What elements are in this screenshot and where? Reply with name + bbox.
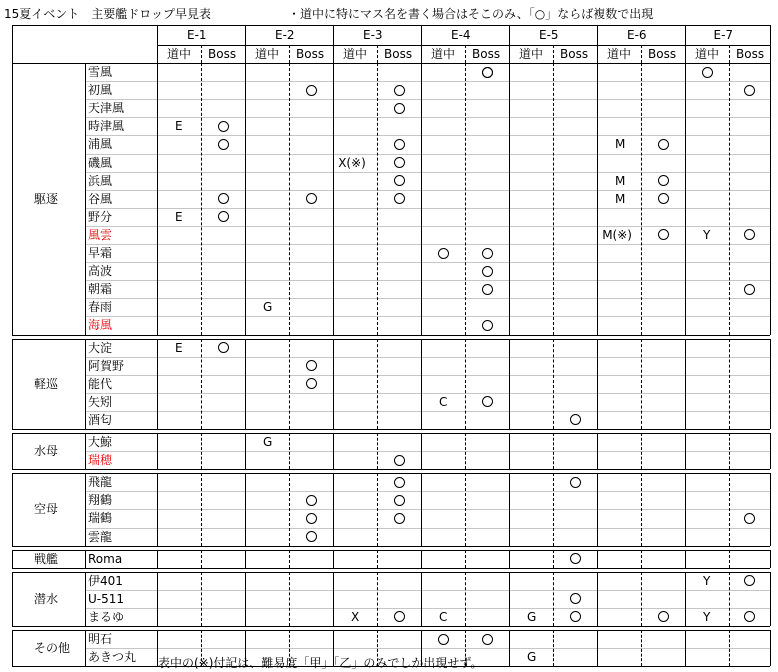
- subcolumn-divider: [729, 572, 730, 626]
- map-header-divider: [157, 45, 770, 46]
- map-column-border: [509, 572, 510, 626]
- subcolumn-divider: [641, 572, 642, 626]
- row-divider: [85, 154, 770, 155]
- subcolumn-divider: [289, 63, 290, 335]
- category-label: 潜水: [34, 591, 59, 606]
- drop-mark-circle: [482, 634, 493, 645]
- subcolumn-divider: [729, 473, 730, 545]
- subcolumn-divider: [553, 433, 554, 469]
- ship-name: 雲龍: [88, 529, 113, 544]
- subcolumn-divider: [289, 339, 290, 430]
- map-column-border: [245, 473, 246, 545]
- subheader-route: 道中: [695, 47, 720, 61]
- subcolumn-divider: [641, 550, 642, 568]
- ship-name: 早霜: [88, 246, 113, 260]
- row-divider: [85, 298, 770, 299]
- row-divider: [85, 208, 770, 209]
- drop-mark-circle: [570, 593, 581, 604]
- subcolumn-divider: [377, 433, 378, 469]
- category-column-border: [85, 63, 86, 335]
- subcolumn-divider: [377, 550, 378, 568]
- ship-name: 阿賀野: [88, 358, 125, 373]
- map-column-border: [509, 339, 510, 430]
- map-column-border: [245, 339, 246, 430]
- map-column-border: [333, 25, 334, 63]
- ship-name: 朝霜: [88, 282, 113, 297]
- drop-mark-circle: [570, 553, 581, 564]
- ship-name: 能代: [88, 376, 113, 391]
- ship-name: 瑞鶴: [88, 511, 113, 526]
- drop-mark-circle: [394, 611, 405, 622]
- drop-mark-node: G: [263, 300, 273, 315]
- table-right-border: [770, 433, 771, 469]
- category-bottom-border: [12, 568, 770, 569]
- subheader-boss: Boss: [472, 47, 501, 61]
- name-column-border: [157, 63, 158, 335]
- drop-mark-node: E: [175, 209, 183, 224]
- subcolumn-divider: [201, 473, 202, 545]
- drop-mark-node: M: [615, 137, 626, 152]
- subheader-route: 道中: [607, 47, 632, 61]
- category-bottom-border: [12, 469, 770, 470]
- subcolumn-divider: [553, 473, 554, 545]
- map-column-border: [421, 63, 422, 335]
- subcolumn-divider: [201, 339, 202, 430]
- map-column-border: [685, 63, 686, 335]
- drop-mark-circle: [394, 495, 405, 506]
- category-label: 軽巡: [34, 376, 59, 391]
- row-divider: [85, 393, 770, 394]
- category-label: 戦艦: [34, 551, 59, 566]
- subcolumn-divider: [729, 433, 730, 469]
- drop-mark-circle: [218, 342, 229, 353]
- map-column-border: [421, 339, 422, 430]
- map-column-border: [245, 433, 246, 469]
- map-column-border: [421, 473, 422, 545]
- subheader-boss: Boss: [384, 47, 413, 61]
- drop-mark-circle: [482, 67, 493, 78]
- map-column-border: [685, 630, 686, 666]
- drop-mark-node: X(※): [338, 155, 366, 170]
- category-column-border: [85, 473, 86, 545]
- map-column-border: [685, 25, 686, 63]
- drop-mark-node: C: [439, 394, 448, 409]
- table-left-border: [12, 550, 13, 568]
- map-column-border: [685, 339, 686, 430]
- ship-name: 高波: [88, 264, 113, 279]
- subcolumn-divider: [465, 550, 466, 568]
- drop-mark-circle: [570, 414, 581, 425]
- subcolumn-divider: [201, 63, 202, 335]
- ship-name: 大鯨: [88, 435, 113, 449]
- ship-name: 時津風: [88, 119, 125, 134]
- ship-name: 大淀: [88, 340, 113, 355]
- drop-mark-circle: [658, 229, 669, 240]
- map-column-border: [333, 550, 334, 568]
- subcolumn-divider: [729, 339, 730, 430]
- drop-mark-circle: [482, 396, 493, 407]
- map-column-border: [509, 473, 510, 545]
- category-bottom-border: [12, 335, 770, 336]
- subcolumn-divider: [465, 339, 466, 430]
- map-column-border: [509, 63, 510, 335]
- row-divider: [85, 648, 770, 649]
- subcolumn-divider: [465, 45, 466, 63]
- drop-mark-node: C: [439, 609, 448, 624]
- map-column-border: [597, 550, 598, 568]
- map-column-border: [685, 433, 686, 469]
- map-header-E-6: E-6: [627, 28, 647, 42]
- category-bottom-border: [12, 626, 770, 627]
- table-left-border: [12, 63, 13, 335]
- drop-mark-circle: [394, 85, 405, 96]
- ship-name: 風雲: [88, 227, 113, 242]
- ship-name: 飛龍: [88, 475, 113, 490]
- row-divider: [85, 528, 770, 529]
- drop-mark-node: Y: [703, 573, 711, 588]
- ship-name: 明石: [88, 632, 113, 646]
- ship-name: U-511: [88, 591, 125, 606]
- table-right-border: [770, 63, 771, 335]
- map-column-border: [333, 339, 334, 430]
- drop-mark-circle: [744, 513, 755, 524]
- drop-mark-circle: [306, 531, 317, 542]
- subcolumn-divider: [553, 550, 554, 568]
- row-divider: [85, 451, 770, 452]
- row-divider: [85, 316, 770, 317]
- row-divider: [85, 357, 770, 358]
- drop-mark-circle: [658, 175, 669, 186]
- row-divider: [85, 509, 770, 510]
- subcolumn-divider: [377, 572, 378, 626]
- ship-name: 酒匂: [88, 412, 113, 427]
- subcolumn-divider: [729, 630, 730, 666]
- map-header-E-7: E-7: [713, 28, 734, 42]
- table-right-border: [770, 25, 771, 63]
- drop-mark-circle: [658, 611, 669, 622]
- row-divider: [85, 117, 770, 118]
- drop-mark-circle: [570, 611, 581, 622]
- ship-name: 浦風: [88, 137, 113, 152]
- ship-name: 谷風: [88, 191, 113, 206]
- drop-mark-node: M(※): [602, 227, 632, 242]
- subcolumn-divider: [729, 550, 730, 568]
- drop-mark-node: M: [615, 173, 626, 188]
- subcolumn-divider: [289, 45, 290, 63]
- subheader-boss: Boss: [736, 47, 765, 61]
- subcolumn-divider: [641, 339, 642, 430]
- subheader-boss: Boss: [560, 47, 589, 61]
- subcolumn-divider: [465, 572, 466, 626]
- subcolumn-divider: [553, 630, 554, 666]
- drop-mark-circle: [394, 477, 405, 488]
- map-column-border: [597, 25, 598, 63]
- table-right-border: [770, 473, 771, 545]
- ship-name: 海風: [88, 318, 113, 333]
- map-column-border: [333, 433, 334, 469]
- drop-mark-circle: [218, 121, 229, 132]
- header-bottom-border: [12, 63, 770, 64]
- category-bottom-border: [12, 546, 770, 547]
- table-top-border: [12, 25, 770, 26]
- row-divider: [85, 375, 770, 376]
- table-left-border: [12, 433, 13, 469]
- subcolumn-divider: [641, 473, 642, 545]
- sheet-title: 15夏イベント 主要艦ドロップ早見表: [4, 7, 212, 21]
- drop-mark-node: Y: [703, 227, 711, 242]
- subcolumn-divider: [553, 339, 554, 430]
- map-header-E-1: E-1: [187, 28, 207, 42]
- subheader-route: 道中: [167, 47, 192, 61]
- drop-mark-circle: [394, 157, 405, 168]
- category-column-border: [85, 630, 86, 666]
- ship-name: 磯風: [88, 155, 113, 170]
- ship-name: 初風: [88, 83, 113, 98]
- drop-mark-circle: [744, 575, 755, 586]
- drop-mark-circle: [482, 284, 493, 295]
- subcolumn-divider: [201, 433, 202, 469]
- map-header-E-3: E-3: [363, 28, 383, 42]
- subcolumn-divider: [289, 473, 290, 545]
- table-left-border: [12, 572, 13, 626]
- ship-name: あきつ丸: [88, 650, 137, 665]
- table-right-border: [770, 630, 771, 666]
- drop-mark-circle: [702, 67, 713, 78]
- table-left-border: [12, 25, 13, 63]
- row-divider: [85, 81, 770, 82]
- map-column-border: [421, 25, 422, 63]
- map-column-border: [597, 630, 598, 666]
- drop-mark-circle: [306, 495, 317, 506]
- category-top-border: [12, 433, 770, 434]
- subcolumn-divider: [201, 572, 202, 626]
- subheader-route: 道中: [431, 47, 456, 61]
- drop-mark-circle: [658, 139, 669, 150]
- row-divider: [85, 135, 770, 136]
- row-divider: [85, 226, 770, 227]
- table-right-border: [770, 572, 771, 626]
- ship-name: 雪風: [88, 65, 113, 79]
- ship-name: 翔鶴: [88, 493, 113, 508]
- drop-mark-circle: [218, 193, 229, 204]
- drop-mark-circle: [394, 193, 405, 204]
- category-top-border: [12, 473, 770, 474]
- map-column-border: [245, 63, 246, 335]
- subcolumn-divider: [553, 572, 554, 626]
- drop-mark-circle: [306, 193, 317, 204]
- drop-mark-node: G: [527, 609, 537, 624]
- name-column-border: [157, 572, 158, 626]
- drop-mark-circle: [394, 139, 405, 150]
- category-bottom-border: [12, 429, 770, 430]
- drop-mark-circle: [306, 85, 317, 96]
- drop-mark-node: G: [263, 435, 273, 449]
- ship-name: 浜風: [88, 173, 113, 188]
- map-column-border: [685, 550, 686, 568]
- subcolumn-divider: [553, 63, 554, 335]
- drop-mark-circle: [306, 360, 317, 371]
- subcolumn-divider: [377, 339, 378, 430]
- footnote: 表中の(※)付記は、難易度「甲」「乙」のみでしか出現せず。: [158, 656, 483, 670]
- ship-name: 天津風: [88, 101, 125, 116]
- table-right-border: [770, 339, 771, 430]
- map-column-border: [245, 572, 246, 626]
- drop-mark-node: G: [527, 650, 537, 665]
- subcolumn-divider: [553, 45, 554, 63]
- table-left-border: [12, 473, 13, 545]
- subcolumn-divider: [729, 45, 730, 63]
- category-column-border: [85, 433, 86, 469]
- map-column-border: [685, 473, 686, 545]
- map-header-E-2: E-2: [275, 28, 295, 42]
- map-column-border: [509, 25, 510, 63]
- subcolumn-divider: [201, 550, 202, 568]
- drop-mark-node: M: [615, 191, 626, 206]
- map-header-E-4: E-4: [451, 28, 471, 42]
- map-column-border: [597, 63, 598, 335]
- drop-mark-circle: [744, 284, 755, 295]
- subcolumn-divider: [377, 45, 378, 63]
- subcolumn-divider: [465, 63, 466, 335]
- sheet-note: ・道中に特にマス名を書く場合はそこのみ、「○」ならば複数で出現: [288, 7, 654, 21]
- category-column-border: [85, 572, 86, 626]
- subcolumn-divider: [641, 45, 642, 63]
- drop-mark-circle: [306, 378, 317, 389]
- subcolumn-divider: [465, 433, 466, 469]
- table-left-border: [12, 339, 13, 430]
- ship-name: 春雨: [88, 300, 113, 315]
- map-column-border: [509, 630, 510, 666]
- ship-name: 瑞穂: [88, 453, 113, 468]
- category-top-border: [12, 339, 770, 340]
- subheader-route: 道中: [255, 47, 280, 61]
- map-header-E-5: E-5: [539, 28, 559, 42]
- map-column-border: [509, 433, 510, 469]
- subcolumn-divider: [377, 63, 378, 335]
- name-column-border: [157, 473, 158, 545]
- row-divider: [85, 262, 770, 263]
- drop-mark-circle: [218, 211, 229, 222]
- drop-mark-circle: [744, 85, 755, 96]
- subcolumn-divider: [289, 550, 290, 568]
- category-top-border: [12, 630, 770, 631]
- category-label: 空母: [34, 502, 59, 517]
- map-column-border: [421, 433, 422, 469]
- category-top-border: [12, 550, 770, 551]
- map-column-border: [333, 63, 334, 335]
- category-label: 水母: [34, 444, 59, 459]
- ship-name: 伊401: [88, 573, 123, 588]
- subcolumn-divider: [289, 433, 290, 469]
- subcolumn-divider: [641, 63, 642, 335]
- subcolumn-divider: [641, 433, 642, 469]
- drop-mark-circle: [482, 248, 493, 259]
- map-column-border: [421, 550, 422, 568]
- ship-name: 野分: [88, 209, 113, 224]
- map-column-border: [421, 572, 422, 626]
- ship-name: まるゆ: [88, 609, 125, 624]
- map-column-border: [597, 433, 598, 469]
- subheader-boss: Boss: [208, 47, 237, 61]
- drop-mark-circle: [438, 634, 449, 645]
- map-column-border: [509, 550, 510, 568]
- row-divider: [85, 280, 770, 281]
- subcolumn-divider: [201, 45, 202, 63]
- table-right-border: [770, 550, 771, 568]
- row-divider: [85, 608, 770, 609]
- subcolumn-divider: [729, 63, 730, 335]
- map-column-border: [333, 473, 334, 545]
- drop-mark-circle: [744, 611, 755, 622]
- name-column-border: [157, 433, 158, 469]
- row-divider: [85, 172, 770, 173]
- drop-mark-node: E: [175, 119, 183, 134]
- drop-mark-circle: [394, 103, 405, 114]
- drop-mark-circle: [570, 477, 581, 488]
- row-divider: [85, 491, 770, 492]
- name-column-border: [157, 25, 158, 63]
- drop-mark-circle: [306, 513, 317, 524]
- drop-mark-node: E: [175, 340, 183, 355]
- name-column-border: [157, 339, 158, 430]
- row-divider: [85, 99, 770, 100]
- subcolumn-divider: [289, 572, 290, 626]
- table-left-border: [12, 630, 13, 666]
- drop-mark-circle: [394, 175, 405, 186]
- map-column-border: [597, 572, 598, 626]
- subcolumn-divider: [465, 473, 466, 545]
- category-column-border: [85, 550, 86, 568]
- map-column-border: [245, 550, 246, 568]
- category-column-border: [85, 339, 86, 430]
- drop-mark-circle: [658, 193, 669, 204]
- drop-mark-circle: [482, 266, 493, 277]
- ship-name: 矢矧: [88, 394, 113, 409]
- map-column-border: [245, 25, 246, 63]
- subheader-boss: Boss: [296, 47, 325, 61]
- map-column-border: [685, 572, 686, 626]
- drop-mark-circle: [394, 513, 405, 524]
- map-column-border: [597, 339, 598, 430]
- drop-mark-circle: [744, 229, 755, 240]
- drop-mark-circle: [218, 139, 229, 150]
- drop-mark-circle: [482, 320, 493, 331]
- map-column-border: [597, 473, 598, 545]
- category-top-border: [12, 572, 770, 573]
- subheader-boss: Boss: [648, 47, 677, 61]
- subheader-route: 道中: [343, 47, 368, 61]
- row-divider: [85, 411, 770, 412]
- drop-mark-node: X: [351, 609, 360, 624]
- row-divider: [85, 190, 770, 191]
- map-column-border: [333, 572, 334, 626]
- row-divider: [85, 590, 770, 591]
- category-label: 駆逐: [34, 191, 59, 206]
- row-divider: [85, 244, 770, 245]
- drop-mark-circle: [394, 455, 405, 466]
- name-column-border: [157, 550, 158, 568]
- ship-name: Roma: [88, 551, 123, 566]
- subcolumn-divider: [641, 630, 642, 666]
- subcolumn-divider: [377, 473, 378, 545]
- drop-mark-circle: [438, 248, 449, 259]
- drop-mark-node: Y: [703, 609, 711, 624]
- category-label: その他: [34, 641, 71, 656]
- subheader-route: 道中: [519, 47, 544, 61]
